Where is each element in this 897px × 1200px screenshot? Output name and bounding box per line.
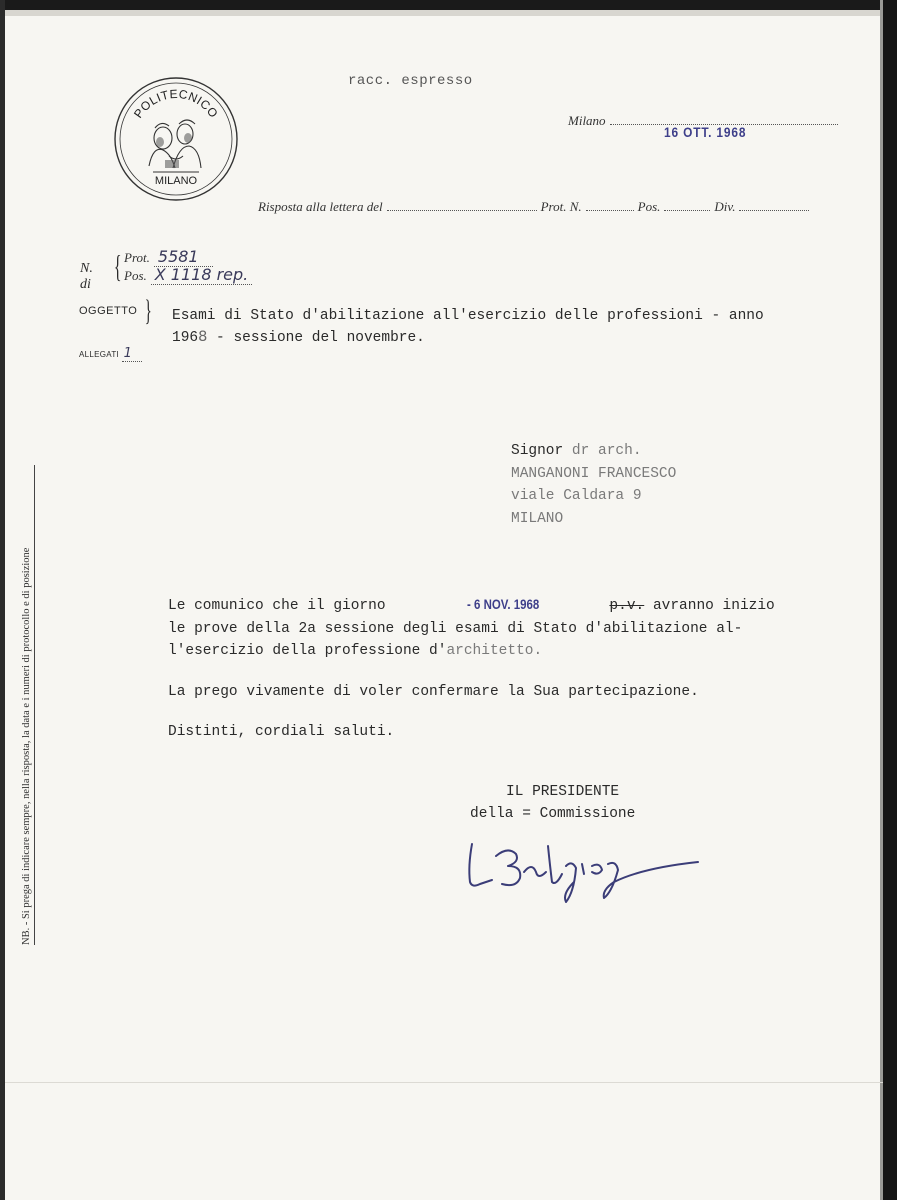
letter-body <box>168 594 808 744</box>
prot-label: Prot. <box>124 250 150 265</box>
reply-prot-label: Prot. N. <box>540 199 582 214</box>
body-p1-end: avranno inizio <box>652 598 775 614</box>
body-paragraph-2: La prego vivamente di voler confermare la Sua partecipazione. <box>168 683 699 700</box>
subject-line-1: Esami di Stato d'abilitazione all'esercizio delle professioni - anno <box>172 308 764 324</box>
addressee-city: MILANO <box>511 510 564 527</box>
svg-text:MILANO: MILANO <box>154 175 198 187</box>
handwritten-signature <box>462 836 712 906</box>
body-p1-line2: le prove della 2a sessione degli esami di Stato d'abilitazione al- <box>168 620 743 637</box>
addressee-salutation: Signor <box>511 443 564 459</box>
body-p1-line3-start: l'esercizio della professione d' <box>168 643 447 659</box>
reference-brace: { <box>113 248 122 284</box>
body-pv: p.v. <box>609 598 645 614</box>
paper-fold-line <box>5 1082 883 1083</box>
subject-brace: } <box>144 294 152 327</box>
city-label: Milano <box>568 113 606 128</box>
addressee-street: viale Caldara 9 <box>511 488 642 504</box>
signoff-body: della = Commissione <box>470 806 636 822</box>
addressee-name: MANGANONI FRANCESCO <box>511 465 677 482</box>
subject-year-printed: 196 <box>172 330 199 346</box>
signoff-role: IL PRESIDENTE <box>506 784 620 800</box>
reply-label: Risposta alla lettera del <box>258 199 383 214</box>
scan-edge-top-light <box>0 10 897 16</box>
scan-edge-right <box>883 0 897 1200</box>
subject-line-2: - sessione del novembre. <box>216 330 425 346</box>
politecnico-seal-logo <box>113 76 239 202</box>
body-paragraph-3: Distinti, cordiali saluti. <box>168 724 395 740</box>
reply-pos-dotted-line <box>664 198 710 211</box>
side-note-vertical: NB. - Si prega di indicare sempre, nella risposta, la data e i numeri di protocollo e di posizione <box>21 465 35 945</box>
pos-label: Pos. <box>124 268 147 283</box>
scan-edge-left <box>0 0 5 1200</box>
subject-year-handwritten: 8 <box>198 329 208 345</box>
body-p1-profession: architetto. <box>446 643 543 659</box>
reply-prot-dotted-line <box>586 198 634 211</box>
svg-text:POLITECNICO: POLITECNICO <box>131 86 221 121</box>
reply-div-label: Div. <box>714 199 736 214</box>
n-di-label: N. di <box>80 261 93 292</box>
scan-edge-right-inner <box>880 0 883 1200</box>
reply-dotted-line <box>387 198 537 211</box>
addressee-block <box>511 440 676 530</box>
prot-value: 5581 <box>154 247 213 267</box>
signoff-block <box>470 781 635 825</box>
attachments-field <box>79 346 142 361</box>
reply-div-dotted-line <box>739 198 809 211</box>
body-p1-start: Le comunico che il giorno <box>168 598 386 614</box>
subject-label: OGGETTO <box>79 305 138 317</box>
subject-text <box>172 306 832 349</box>
pos-value: X 1118 rep. <box>151 265 253 285</box>
attachments-value: 1 <box>122 346 143 362</box>
exam-date-stamp: - 6 NOV. 1968 <box>466 597 540 612</box>
reply-reference-row <box>258 198 809 216</box>
reply-pos-label: Pos. <box>637 199 661 214</box>
attachments-label: ALLEGATI <box>79 350 120 359</box>
addressee-title: dr arch. <box>571 443 642 459</box>
body-paragraph-1 <box>168 594 808 663</box>
date-stamp: 16 OTT. 1968 <box>664 124 747 140</box>
mail-type-label: racc. espresso <box>348 73 473 89</box>
